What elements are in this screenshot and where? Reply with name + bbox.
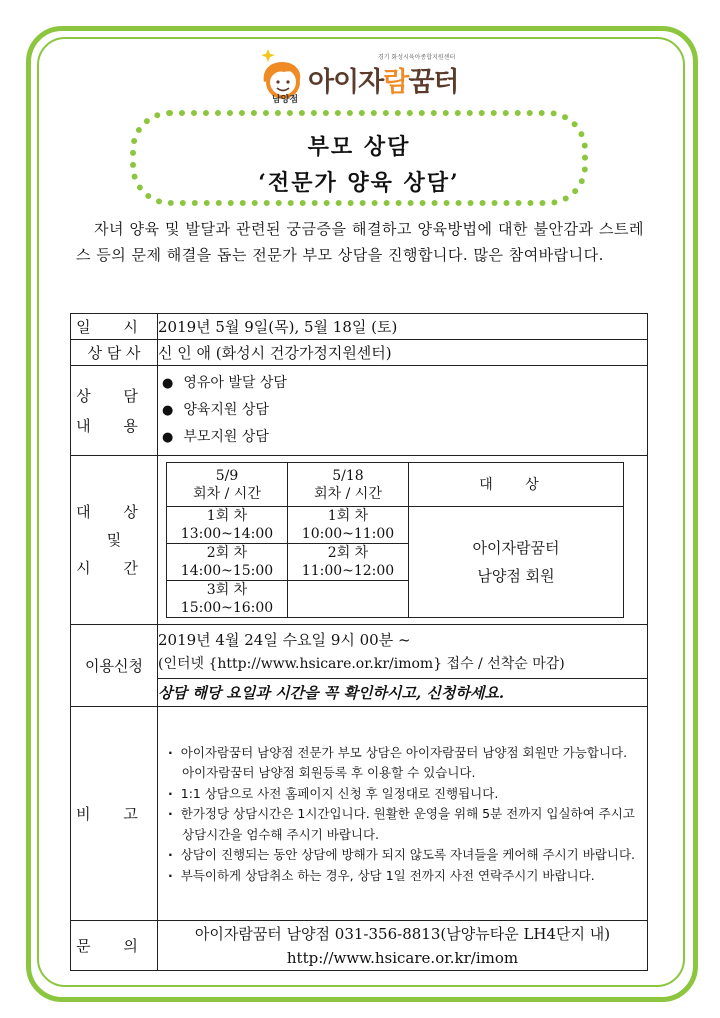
label-contact: 문 의 (71, 921, 158, 971)
logo-name: 아이자람꿈터 (308, 67, 459, 98)
slot-may9-2: 2회 차 14:00~15:00 (167, 544, 288, 581)
row-date (71, 314, 648, 340)
value-date: 2019년 5월 9일(목), 5월 18일 (토) (158, 314, 648, 340)
logo-org-text: 경기 화성시육아종합지원센터 (378, 54, 456, 61)
info-table (70, 313, 648, 971)
title-box (130, 110, 588, 206)
slot-may18-3-empty (288, 581, 409, 618)
note-item: · 부득이하게 상담취소 하는 경우, 상담 1일 전까지 사전 연락주시기 바랍니다. (164, 866, 637, 887)
target-cell: 아이자람꿈터 남양점 회원 (409, 507, 624, 618)
col-head-may9: 5/9 회차 / 시간 (167, 463, 288, 507)
row-apply-notice (71, 679, 648, 707)
content-list (158, 366, 648, 456)
logo-branch: 남양점 (272, 95, 299, 105)
row-apply (71, 625, 648, 679)
row-contact (71, 921, 648, 971)
row-counselor (71, 340, 648, 366)
title-sub: ‘전문가 양육 상담’ (258, 170, 460, 196)
note-item: · 1:1 상담으로 사전 홈페이지 신청 후 일정대로 진행됩니다. (164, 784, 637, 805)
row-notes (71, 707, 648, 921)
note-item: · 한가정당 상담시간은 1시간입니다. 원활한 운영을 위해 5분 전까지 입실하여 주시고 상담시간을 엄수해 주시기 바랍니다. (164, 804, 637, 845)
apply-notice: 상담 해당 요일과 시간을 꼭 확인하시고, 신청하세요. (158, 679, 648, 707)
title-main: 부모 상담 (307, 134, 411, 160)
value-counselor: 신 인 애 (화성시 건강가정지원센터) (158, 340, 648, 366)
list-item: ● 영유아 발달 상담 (162, 370, 647, 397)
slot-may9-3: 3회 차 15:00~16:00 (167, 581, 288, 618)
slot-may18-1: 1회 차 10:00~11:00 (288, 507, 409, 544)
slot-may18-2: 2회 차 11:00~12:00 (288, 544, 409, 581)
notes-cell (158, 707, 648, 921)
label-notes: 비 고 (71, 707, 158, 921)
label-apply: 이용신청 (71, 625, 158, 707)
list-item: ● 부모지원 상담 (162, 424, 647, 451)
value-contact: 아이자람꿈터 남양점 031-356-8813(남양뉴타운 LH4단지 내) http://www.hsicare.or.kr/imom (158, 921, 648, 971)
schedule-cell (158, 456, 648, 625)
list-item: ● 양육지원 상담 (162, 397, 647, 424)
logo (258, 48, 478, 104)
intro-paragraph: 자녀 양육 및 발달과 관련된 궁금증을 해결하고 양육방법에 대한 불안감과 스트레스 등의 문제 해결을 돕는 전문가 부모 상담을 진행합니다. 많은 참여바랍니다. (76, 220, 644, 264)
label-date: 일 시 (71, 314, 158, 340)
value-apply: 2019년 4월 24일 수요일 9시 00분 ~ (인터넷 {http://www.hsicare.or.kr/imom} 접수 / 선착순 마감) (158, 625, 648, 679)
row-schedule (71, 456, 648, 625)
contact-url: http://www.hsicare.or.kr/imom (286, 948, 519, 967)
schedule-table (166, 462, 624, 618)
row-content (71, 366, 648, 456)
note-item: · 아이자람꿈터 남양점 전문가 부모 상담은 아이자람꿈터 남양점 회원만 가능합니다. 아이자람꿈터 남양점 회원등록 후 이용할 수 있습니다. (164, 743, 637, 784)
label-counselor: 상 담 사 (71, 340, 158, 366)
col-head-target: 대 상 (409, 463, 624, 507)
note-item: · 상담이 진행되는 동안 상담에 방해가 되지 않도록 자녀들을 케어해 주시기 바랍니다. (164, 845, 637, 866)
slot-may9-1: 1회 차 13:00~14:00 (167, 507, 288, 544)
label-schedule: 대 상 및 시 간 (71, 456, 158, 625)
col-head-may18: 5/18 회차 / 시간 (288, 463, 409, 507)
label-content: 상 담 내 용 (71, 366, 158, 456)
